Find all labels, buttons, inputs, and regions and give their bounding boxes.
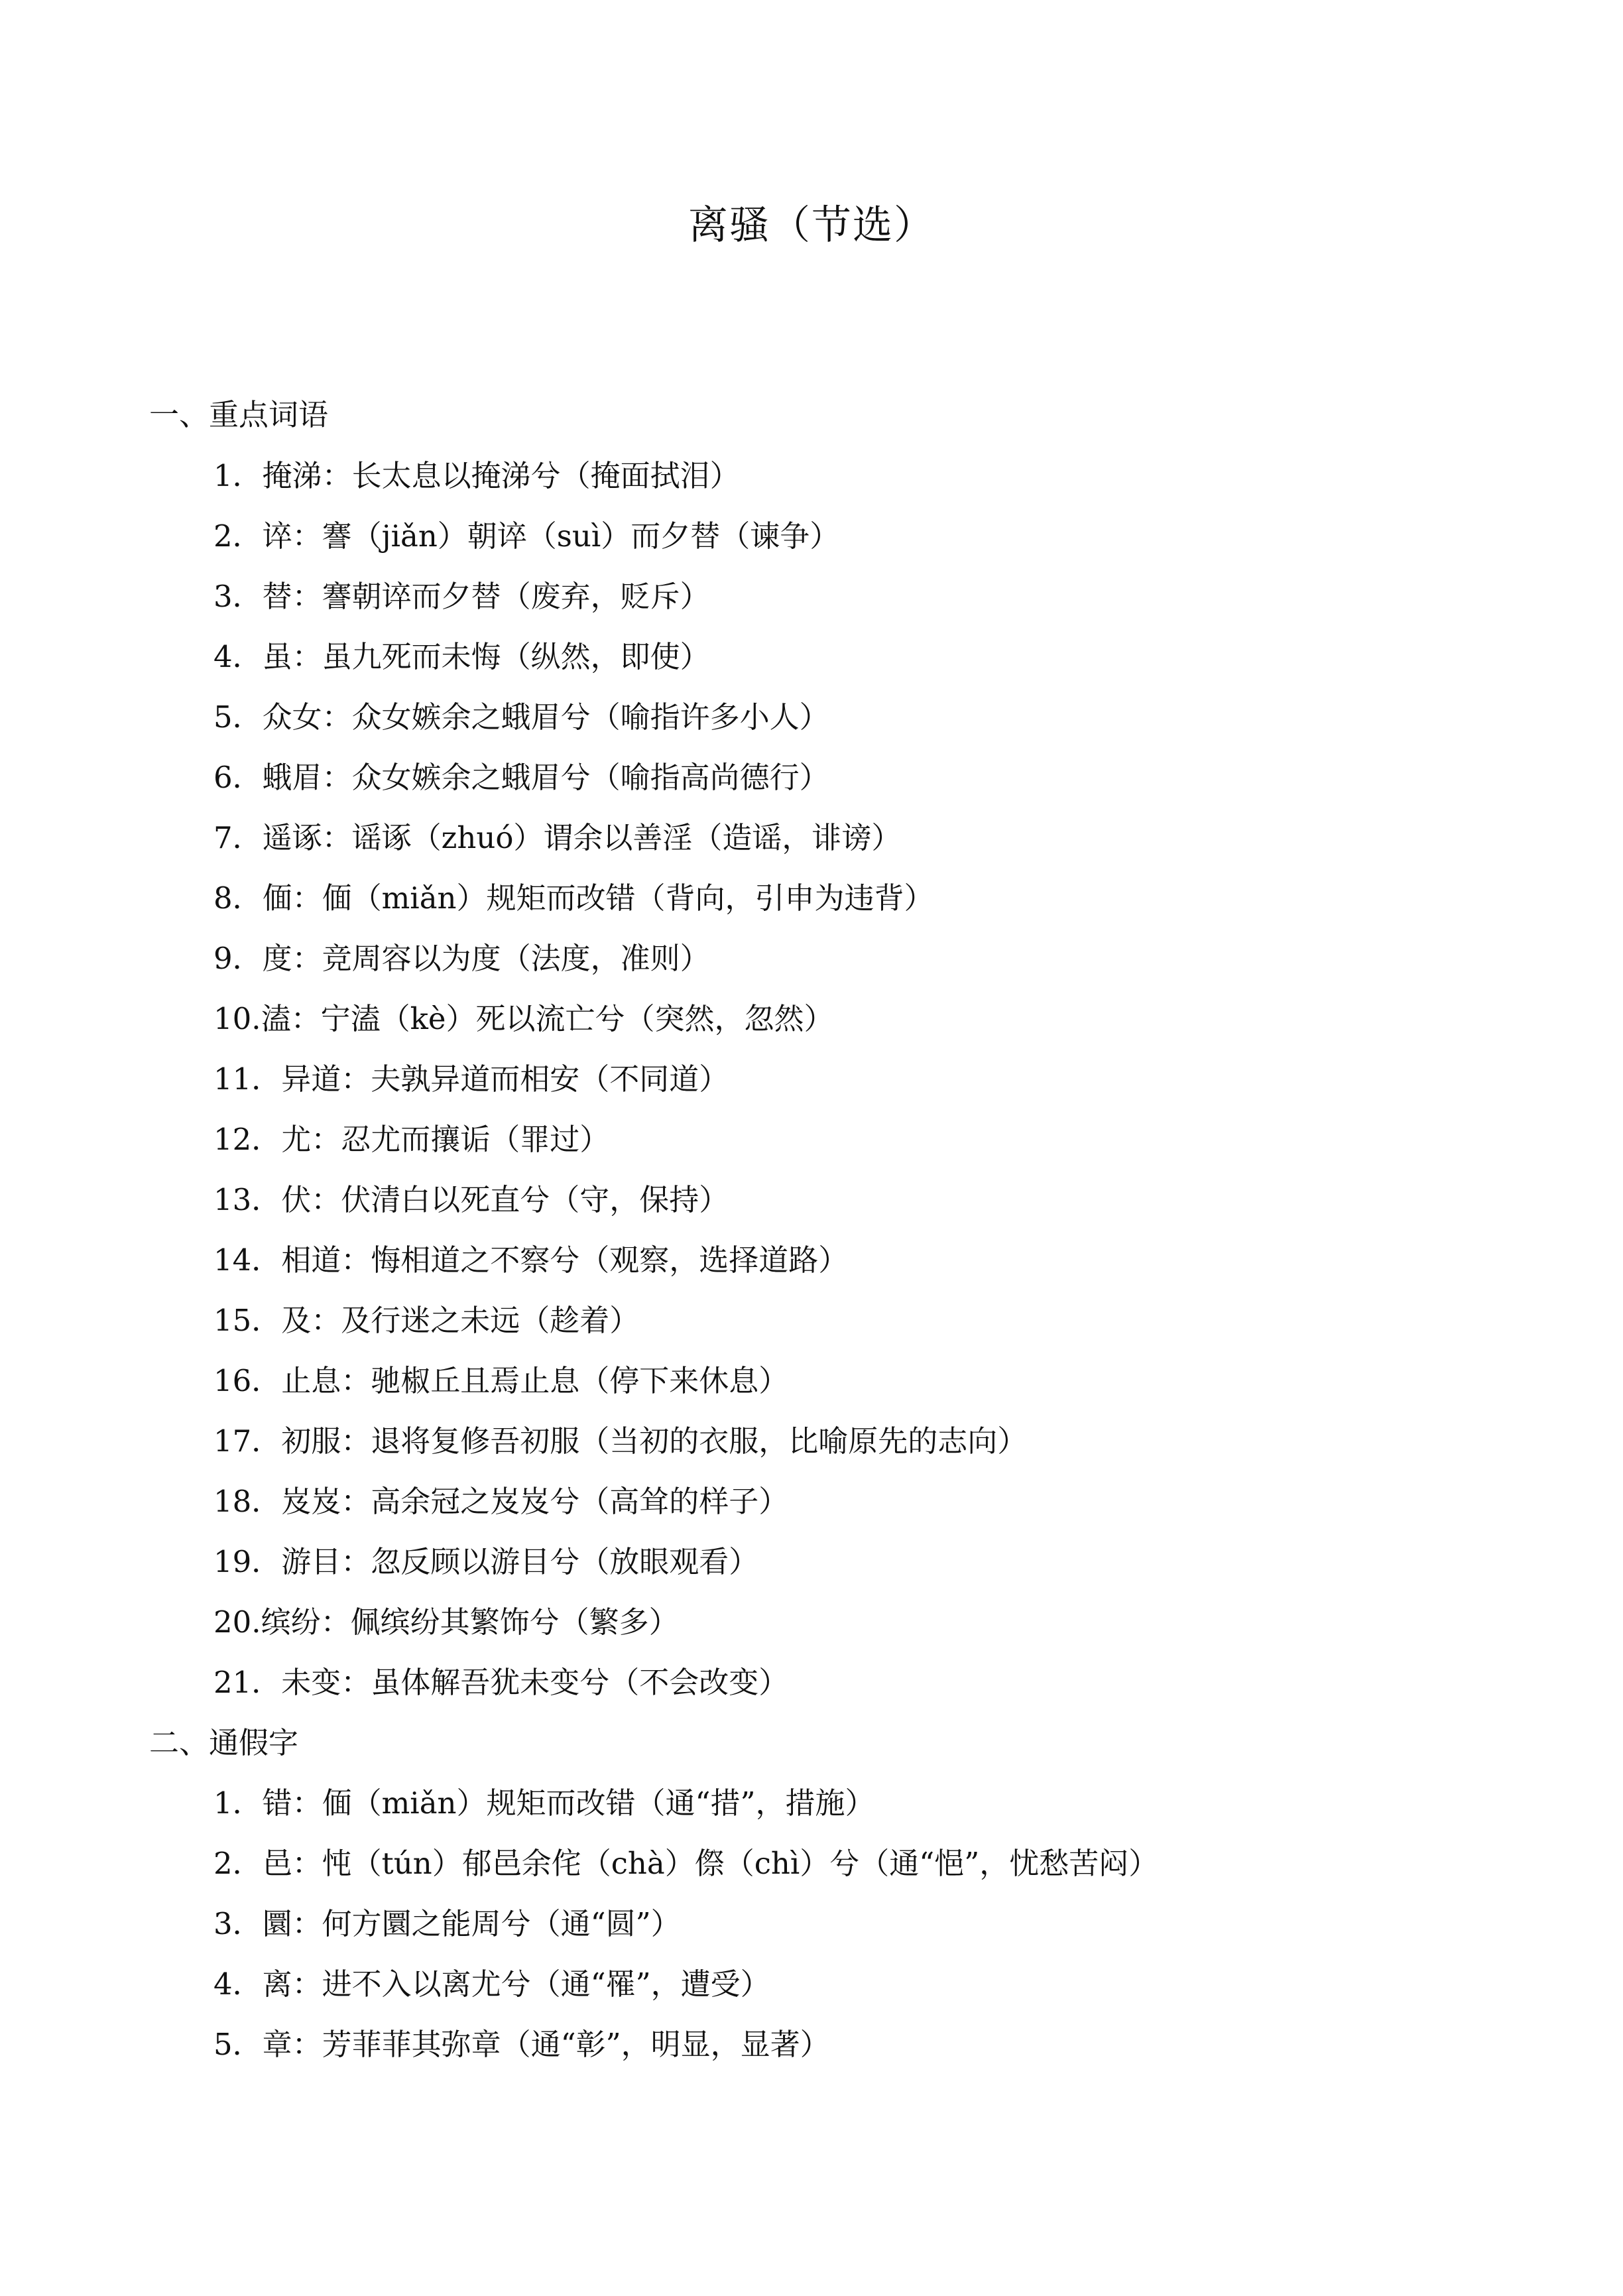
item-number: 15． xyxy=(213,1303,282,1338)
item-number: 5． xyxy=(213,699,263,735)
list-item xyxy=(213,1059,729,1099)
item-text: 遥诼：谣诼（zhuó）谓余以善淫（造谣，诽谤） xyxy=(262,820,902,855)
list-item xyxy=(213,878,934,918)
item-text: 谇：謇（jiǎn）朝谇（suì）而夕替（谏争） xyxy=(262,518,840,554)
item-text: 止息：驰椒丘且焉止息（停下来休息） xyxy=(281,1363,789,1398)
list-item xyxy=(213,1361,788,1401)
item-number: 11． xyxy=(213,1061,282,1097)
page-title: 离骚（节选） xyxy=(688,202,935,249)
list-item xyxy=(213,2025,830,2065)
item-text: 度：竞周容以为度（法度，准则） xyxy=(262,941,710,976)
item-number: 8． xyxy=(213,880,263,916)
list-item xyxy=(213,1301,639,1341)
item-number: 7． xyxy=(213,820,263,855)
list-item xyxy=(213,1482,788,1522)
item-text: 章：芳菲菲其弥章（通“彰”，明显，显著） xyxy=(262,2027,830,2062)
list-item xyxy=(213,637,710,677)
item-text: 偭：偭（miǎn）规矩而改错（背向，引申为违背） xyxy=(262,880,934,916)
item-number: 19． xyxy=(213,1544,282,1579)
item-text: 异道：夫孰异道而相安（不同道） xyxy=(281,1061,729,1097)
section-heading-tongjiazi: 二、通假字 xyxy=(149,1725,299,1760)
list-item xyxy=(213,1783,875,1823)
item-text: 初服：退将复修吾初服（当初的衣服，比喻原先的志向） xyxy=(281,1423,1028,1459)
item-text: 伏：伏清白以死直兮（守，保持） xyxy=(281,1182,729,1217)
item-text: 未变：虽体解吾犹未变兮（不会改变） xyxy=(281,1665,789,1700)
list-item xyxy=(213,1904,681,1944)
item-text: 溘：宁溘（kè）死以流亡兮（突然，忽然） xyxy=(261,1001,834,1036)
list-item xyxy=(213,1421,1027,1461)
item-text: 岌岌：高余冠之岌岌兮（高耸的样子） xyxy=(281,1484,789,1519)
list-item xyxy=(213,1663,788,1703)
item-number: 3． xyxy=(213,1906,263,1941)
item-number: 5． xyxy=(213,2027,263,2062)
item-number: 17． xyxy=(213,1423,282,1459)
item-number: 21． xyxy=(213,1665,282,1700)
list-item xyxy=(213,577,710,617)
item-text: 蛾眉：众女嫉余之蛾眉兮（喻指高尚德行） xyxy=(262,760,829,795)
item-number: 14． xyxy=(213,1242,282,1278)
item-number: 18． xyxy=(213,1484,282,1519)
item-text: 相道：悔相道之不察兮（观察，选择道路） xyxy=(281,1242,849,1278)
item-text: 尤：忍尤而攘诟（罪过） xyxy=(281,1122,610,1157)
item-text: 离：进不入以离尤兮（通“罹”，遭受） xyxy=(262,1966,770,2002)
list-item xyxy=(213,1844,1158,1884)
item-number: 12． xyxy=(213,1122,282,1157)
list-item xyxy=(213,516,839,556)
list-item xyxy=(213,1180,729,1220)
item-text: 替：謇朝谇而夕替（废弃，贬斥） xyxy=(262,579,710,614)
item-number: 1． xyxy=(213,1785,263,1821)
item-number: 2． xyxy=(213,1846,263,1881)
item-text: 圜：何方圜之能周兮（通“圆”） xyxy=(262,1906,681,1941)
item-number: 13． xyxy=(213,1182,282,1217)
item-number: 4． xyxy=(213,639,263,674)
list-item xyxy=(213,697,829,737)
item-number: 6． xyxy=(213,760,263,795)
item-number: 1． xyxy=(213,458,263,493)
item-number: 10. xyxy=(213,1001,261,1036)
list-item xyxy=(213,1964,770,2004)
list-item xyxy=(213,1240,848,1280)
item-text: 游目：忽反顾以游目兮（放眼观看） xyxy=(281,1544,759,1579)
item-text: 众女：众女嫉余之蛾眉兮（喻指许多小人） xyxy=(262,699,829,735)
item-text: 掩涕：长太息以掩涕兮（掩面拭泪） xyxy=(262,458,740,493)
item-number: 4． xyxy=(213,1966,263,2002)
item-number: 16． xyxy=(213,1363,282,1398)
list-item xyxy=(213,939,710,979)
list-item xyxy=(213,1542,758,1582)
list-item xyxy=(213,999,833,1039)
item-text: 及：及行迷之未远（趁着） xyxy=(281,1303,640,1338)
list-item xyxy=(213,456,740,496)
section-heading-key-words: 一、重点词语 xyxy=(149,397,329,432)
list-item xyxy=(213,758,829,798)
item-number: 2． xyxy=(213,518,263,554)
item-text: 虽：虽九死而未悔（纵然，即使） xyxy=(262,639,710,674)
list-item xyxy=(213,1602,679,1642)
list-item xyxy=(213,1120,609,1160)
item-text: 错：偭（miǎn）规矩而改错（通“措”，措施） xyxy=(262,1785,875,1821)
item-number: 9． xyxy=(213,941,263,976)
list-item xyxy=(213,818,901,858)
item-text: 邑：忳（tún）郁邑余侘（chà）傺（chì）兮（通“悒”，忧愁苦闷） xyxy=(262,1846,1159,1881)
item-number: 20. xyxy=(213,1604,261,1640)
item-number: 3． xyxy=(213,579,263,614)
item-text: 缤纷：佩缤纷其繁饰兮（繁多） xyxy=(261,1604,679,1640)
